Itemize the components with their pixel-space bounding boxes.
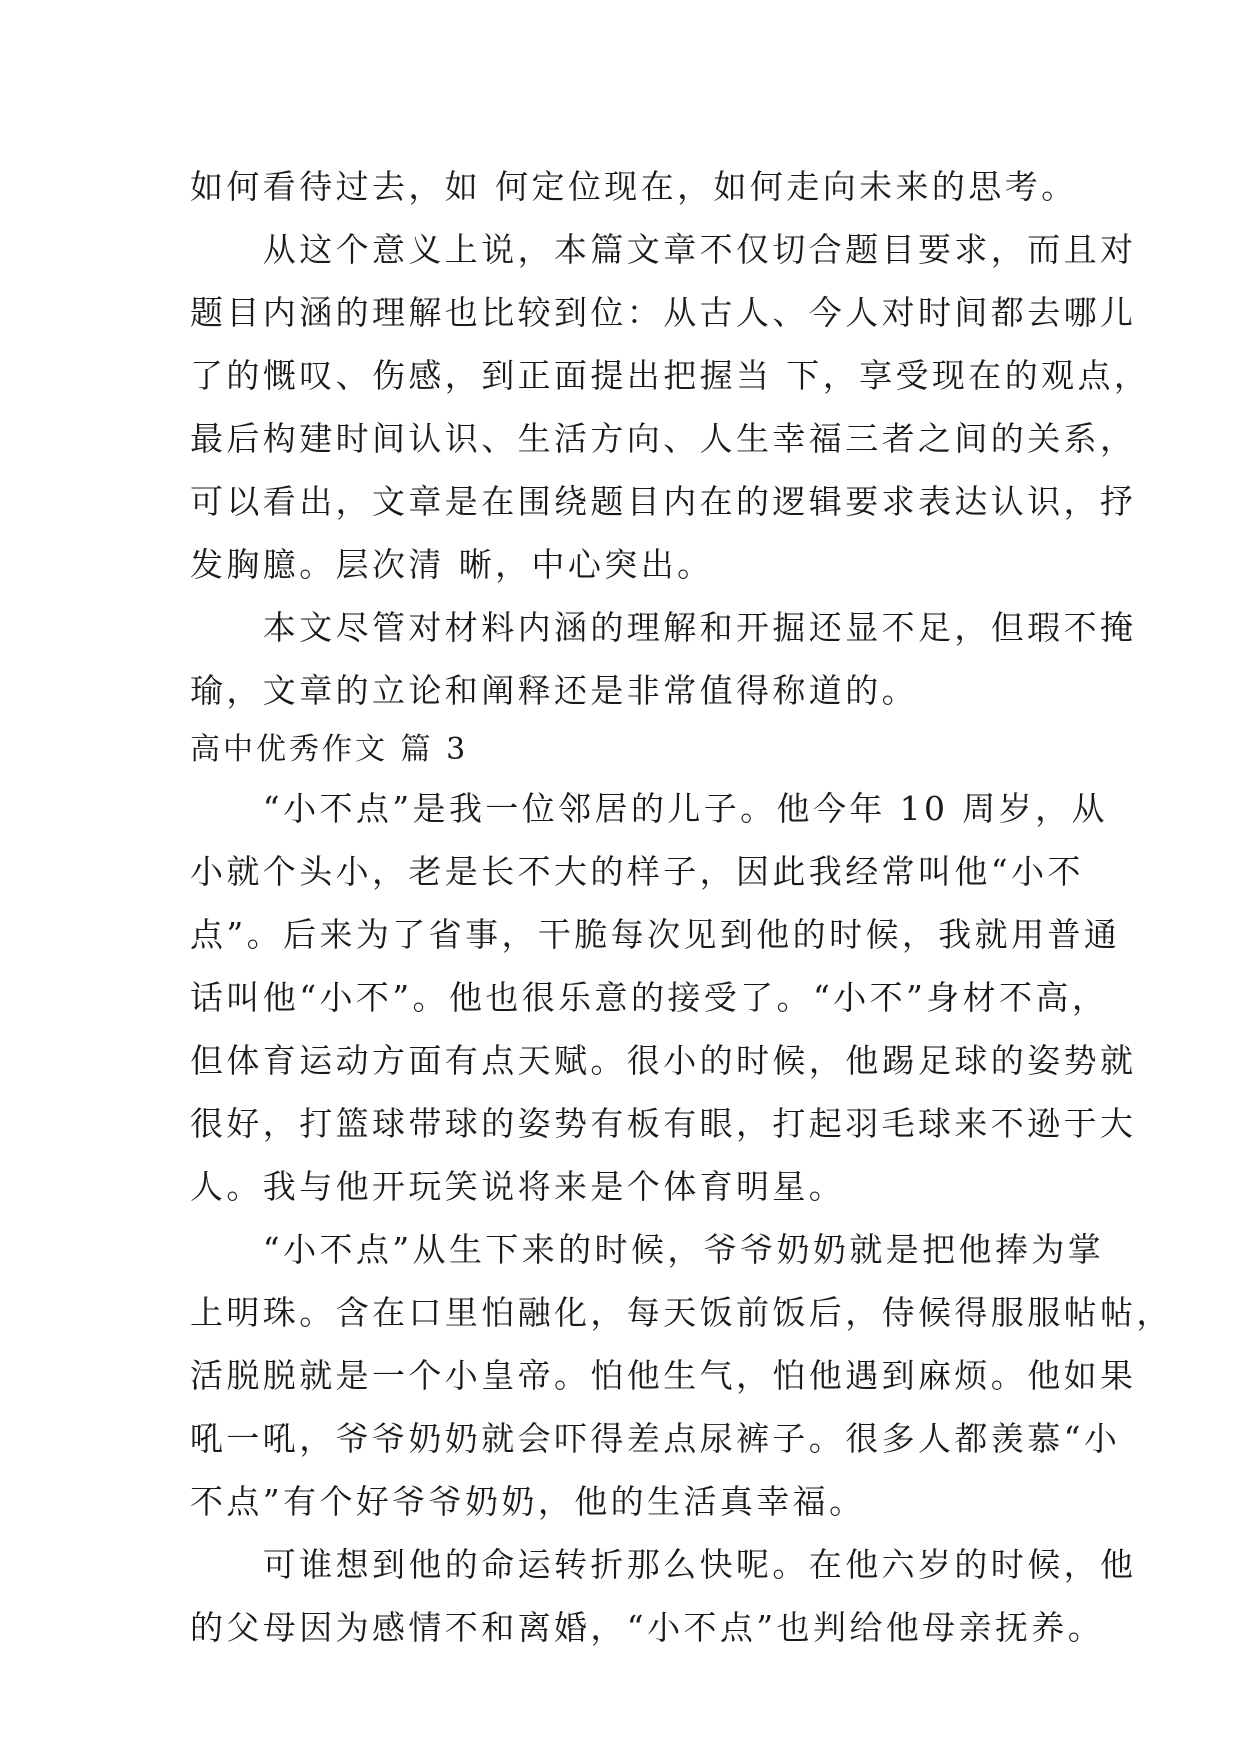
text-line: 点”。后来为了省事，干脆每次见到他的时候，我就用普通 bbox=[190, 915, 1121, 954]
text-line: 但体育运动方面有点天赋。很小的时候，他踢足球的姿势就 bbox=[190, 1041, 1137, 1080]
text-line: 发胸臆。层次清 晰，中心突出。 bbox=[190, 545, 714, 584]
text-line: 活脱脱就是一个小皇帝。怕他生气，怕他遇到麻烦。他如果 bbox=[190, 1356, 1137, 1395]
text-line: 最后构建时间认识、生活方向、人生幸福三者之间的关系， bbox=[190, 419, 1137, 458]
text-line: 小就个头小，老是长不大的样子，因此我经常叫他“小不 bbox=[190, 852, 1084, 891]
text-line: 题目内涵的理解也比较到位：从古人、今人对时间都去哪儿 bbox=[190, 293, 1137, 332]
paragraph-start-line: 从这个意义上说，本篇文章不仅切合题目要求，而且对 bbox=[190, 230, 1137, 269]
paragraph-start-line: “小不点”是我一位邻居的儿子。他今年 10 周岁，从 bbox=[190, 789, 1108, 828]
paragraph-start-line: “小不点”从生下来的时候，爷爷奶奶就是把他捧为掌 bbox=[190, 1230, 1105, 1269]
text-line: 可以看出，文章是在围绕题目内在的逻辑要求表达认识，抒 bbox=[190, 482, 1137, 521]
text-line: 如何看待过去，如 何定位现在，如何走向未来的思考。 bbox=[190, 167, 1078, 206]
text-line: 的父母因为感情不和离婚，“小不点”也判给他母亲抚养。 bbox=[190, 1608, 1105, 1647]
paragraph-start-line: 可谁想到他的命运转折那么快呢。在他六岁的时候，他 bbox=[190, 1545, 1137, 1584]
text-line: 人。我与他开玩笑说将来是个体育明星。 bbox=[190, 1167, 846, 1206]
text-line: 瑜，文章的立论和阐释还是非常值得称道的。 bbox=[190, 671, 918, 710]
text-line: 吼一吼，爷爷奶奶就会吓得差点尿裤子。很多人都羡慕“小 bbox=[190, 1419, 1121, 1458]
text-line: 很好，打篮球带球的姿势有板有眼，打起羽毛球来不逊于大 bbox=[190, 1104, 1137, 1143]
text-line: 上明珠。含在口里怕融化，每天饭前饭后，侍候得服服帖帖， bbox=[190, 1293, 1173, 1332]
text-line: 了的慨叹、伤感，到正面提出把握当 下，享受现在的观点， bbox=[190, 356, 1151, 395]
text-line: 不点”有个好爷爷奶奶，他的生活真幸福。 bbox=[190, 1482, 866, 1521]
document-page bbox=[190, 155, 1173, 1659]
section-heading: 高中优秀作文 篇 3 bbox=[190, 732, 469, 767]
paragraph-start-line: 本文尽管对材料内涵的理解和开掘还显不足，但瑕不掩 bbox=[190, 608, 1137, 647]
text-line: 话叫他“小不”。他也很乐意的接受了。“小不”身材不高， bbox=[190, 978, 1109, 1017]
